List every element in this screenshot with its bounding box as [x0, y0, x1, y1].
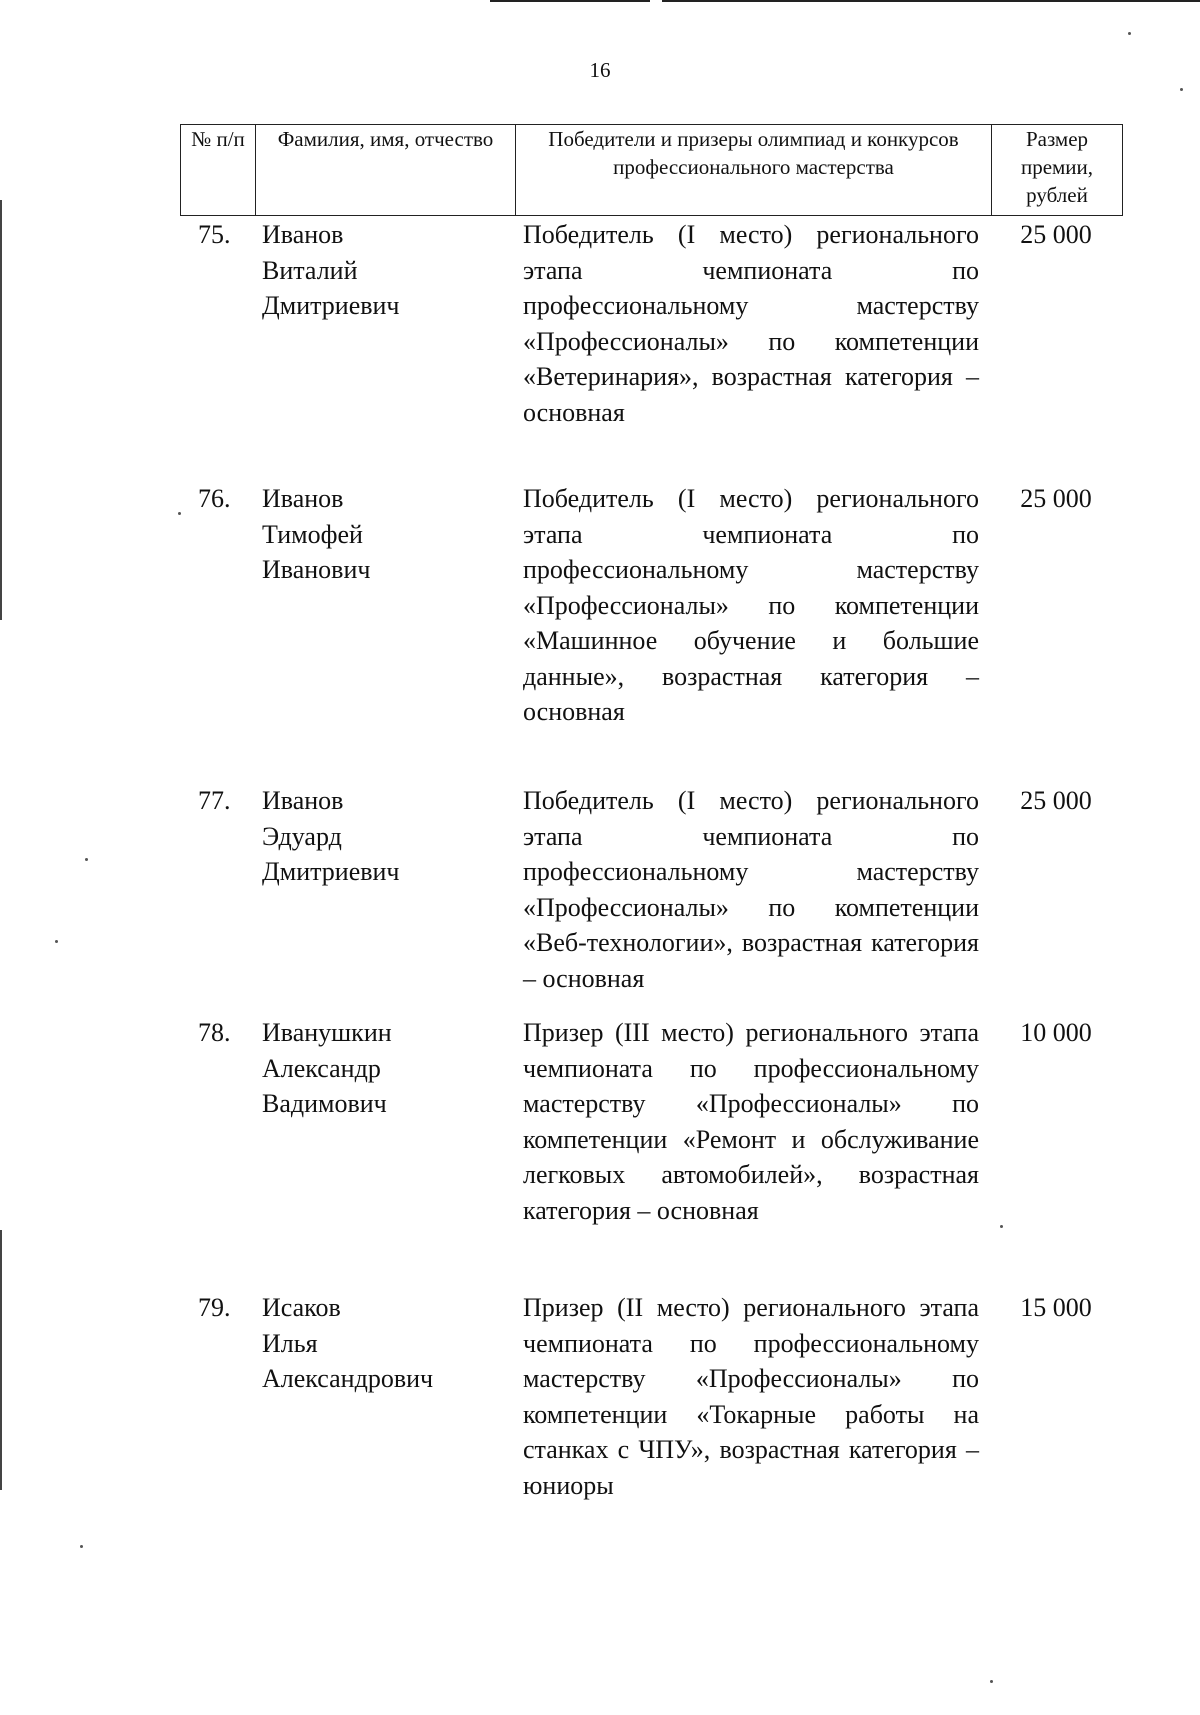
- first-name: Виталий: [262, 255, 358, 285]
- row-number: 77.: [198, 786, 231, 815]
- person-name: [262, 1290, 492, 1397]
- table-header: [180, 124, 1123, 216]
- award-amount: 15 000: [1020, 1293, 1092, 1322]
- last-name: Иванов: [262, 786, 344, 815]
- award-amount: 10 000: [1020, 1018, 1092, 1047]
- award-amount: 25 000: [1020, 220, 1092, 249]
- award-description: Победитель (I место) регионального этапа чемпионата по профессиональному мастерству «Профессионалы» по компетенции «Ветеринария», возрастная категория – основная: [523, 220, 979, 427]
- last-name: Исаков: [262, 1293, 341, 1322]
- last-name: Иванов: [262, 484, 344, 513]
- first-name: Эдуард: [262, 821, 342, 851]
- first-name: Александр: [262, 1053, 381, 1083]
- page-number: 16: [589, 58, 611, 82]
- scan-speck: [80, 1545, 83, 1548]
- first-name: Илья: [262, 1328, 318, 1358]
- scan-speck: [990, 1680, 993, 1683]
- person-name: [262, 481, 492, 588]
- scan-speck: [1000, 1225, 1003, 1228]
- person-name: [262, 217, 492, 324]
- last-name: Иванушкин: [262, 1018, 392, 1047]
- award-amount: 25 000: [1020, 484, 1092, 513]
- patronymic: Дмитриевич: [262, 857, 400, 886]
- last-name: Иванов: [262, 220, 344, 249]
- header-name: Фамилия, имя, отчество: [256, 125, 516, 216]
- scan-speck: [85, 858, 88, 861]
- scan-speck: [1128, 32, 1131, 35]
- scan-speck: [178, 512, 181, 515]
- award-amount: 25 000: [1020, 786, 1092, 815]
- patronymic: Вадимович: [262, 1089, 387, 1118]
- top-rule: [662, 0, 1200, 2]
- row-number: 76.: [198, 484, 231, 513]
- row-number: 78.: [198, 1018, 231, 1047]
- row-number: 79.: [198, 1293, 231, 1322]
- scan-edge: [0, 1230, 2, 1490]
- header-num: № п/п: [181, 125, 256, 216]
- header-description: Победители и призеры олимпиад и конкурсов профессионального мастерства: [516, 125, 992, 216]
- award-description: Призер (II место) регионального этапа чемпионата по профессиональному мастерству «Профессионалы» по компетенции «Токарные работы на станках с ЧПУ», возрастная категория – юниоры: [523, 1293, 979, 1500]
- patronymic: Иванович: [262, 555, 371, 584]
- patronymic: Александрович: [262, 1364, 434, 1393]
- scan-speck: [1180, 88, 1183, 91]
- scan-speck: [55, 940, 58, 943]
- person-name: [262, 783, 492, 890]
- person-name: [262, 1015, 492, 1122]
- award-description: Победитель (I место) регионального этапа чемпионата по профессиональному мастерству «Профессионалы» по компетенции «Машинное обучение и большие данные», возрастная категория – основная: [523, 484, 979, 726]
- award-description: Призер (III место) регионального этапа чемпионата по профессиональному мастерству «Профессионалы» по компетенции «Ремонт и обслуживание легковых автомобилей», возрастная категория – основная: [523, 1018, 979, 1225]
- first-name: Тимофей: [262, 519, 363, 549]
- header-amount: Размер премии, рублей: [992, 125, 1123, 216]
- top-rule: [490, 0, 650, 2]
- scan-edge: [0, 200, 2, 620]
- award-description: Победитель (I место) регионального этапа чемпионата по профессиональному мастерству «Профессионалы» по компетенции «Веб-технологии», возрастная категория – основная: [523, 786, 979, 993]
- row-number: 75.: [198, 220, 231, 249]
- patronymic: Дмитриевич: [262, 291, 400, 320]
